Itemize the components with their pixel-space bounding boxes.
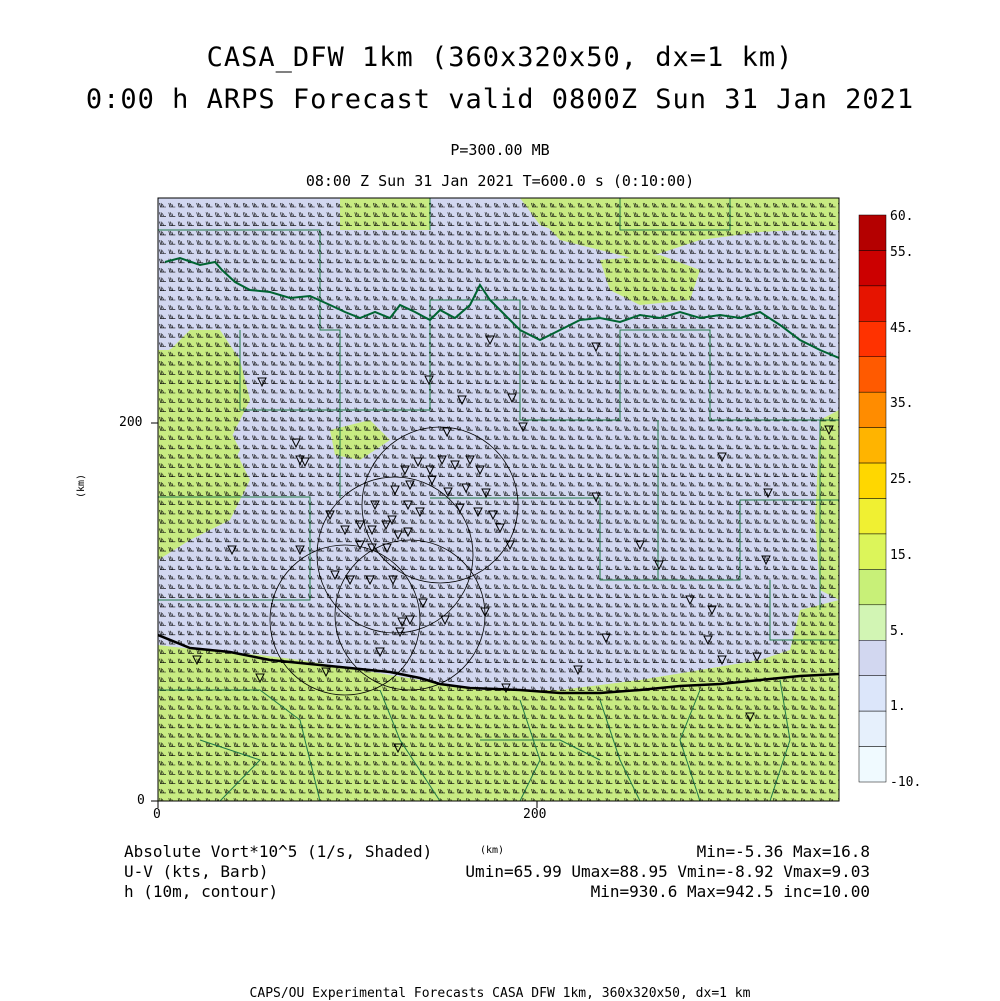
plot-title-line1: CASA_DFW 1km (360x320x50, dx=1 km) [206,42,794,73]
valid-time-label: 08:00 Z Sun 31 Jan 2021 T=600.0 s (0:10:00) [305,172,695,190]
x-tick-200: 200 [523,807,547,822]
colorbar-swatch [859,215,886,250]
colorbar-label-45: 45. [890,321,914,336]
colorbar-swatch [859,392,886,427]
y-tick-0: 0 [137,793,145,808]
colorbar [859,215,886,782]
colorbar-swatch [859,499,886,534]
colorbar-label-25: 25. [890,472,914,487]
colorbar-label-neg10: -10. [890,775,922,790]
y-tick-200: 200 [119,415,143,430]
y-axis-label: (km) [76,473,87,498]
colorbar-swatch [859,640,886,675]
legend-wind-stats: Umin=65.99 Umax=88.95 Vmin=-8.92 Vmax=9.03 [465,862,870,881]
colorbar-swatch [859,534,886,569]
legend-vorticity-stats: Min=-5.36 Max=16.8 [696,842,870,861]
colorbar-label-1: 1. [890,699,906,714]
colorbar-label-60: 60. [890,209,914,224]
colorbar-swatch [859,605,886,640]
colorbar-label-55: 55. [890,245,914,260]
colorbar-swatch [859,463,886,498]
x-axis-label: (km) [480,845,505,856]
pressure-level-label: P=300.00 MB [450,141,550,159]
colorbar-swatch [859,747,886,782]
legend-field-height: h (10m, contour) [124,882,279,901]
colorbar-swatch [859,357,886,392]
vorticity-shading [158,198,839,801]
colorbar-swatch [859,711,886,746]
legend-field-vorticity: Absolute Vort*10^5 (1/s, Shaded) [124,842,433,861]
legend-field-wind: U-V (kts, Barb) [124,862,269,881]
footer-credit: CAPS/OU Experimental Forecasts CASA DFW 1km, 360x320x50, dx=1 km [249,986,751,1001]
colorbar-swatch [859,569,886,604]
colorbar-swatch [859,250,886,285]
colorbar-swatch [859,321,886,356]
colorbar-swatch [859,676,886,711]
colorbar-swatch [859,428,886,463]
colorbar-swatch [859,286,886,321]
plot-title-line2: 0:00 h ARPS Forecast valid 0800Z Sun 31 Jan 2021 [85,84,915,115]
x-tick-0: 0 [153,807,161,822]
colorbar-label-15: 15. [890,548,914,563]
colorbar-label-35: 35. [890,396,914,411]
colorbar-label-5: 5. [890,624,906,639]
legend-height-stats: Min=930.6 Max=942.5 inc=10.00 [590,882,870,901]
